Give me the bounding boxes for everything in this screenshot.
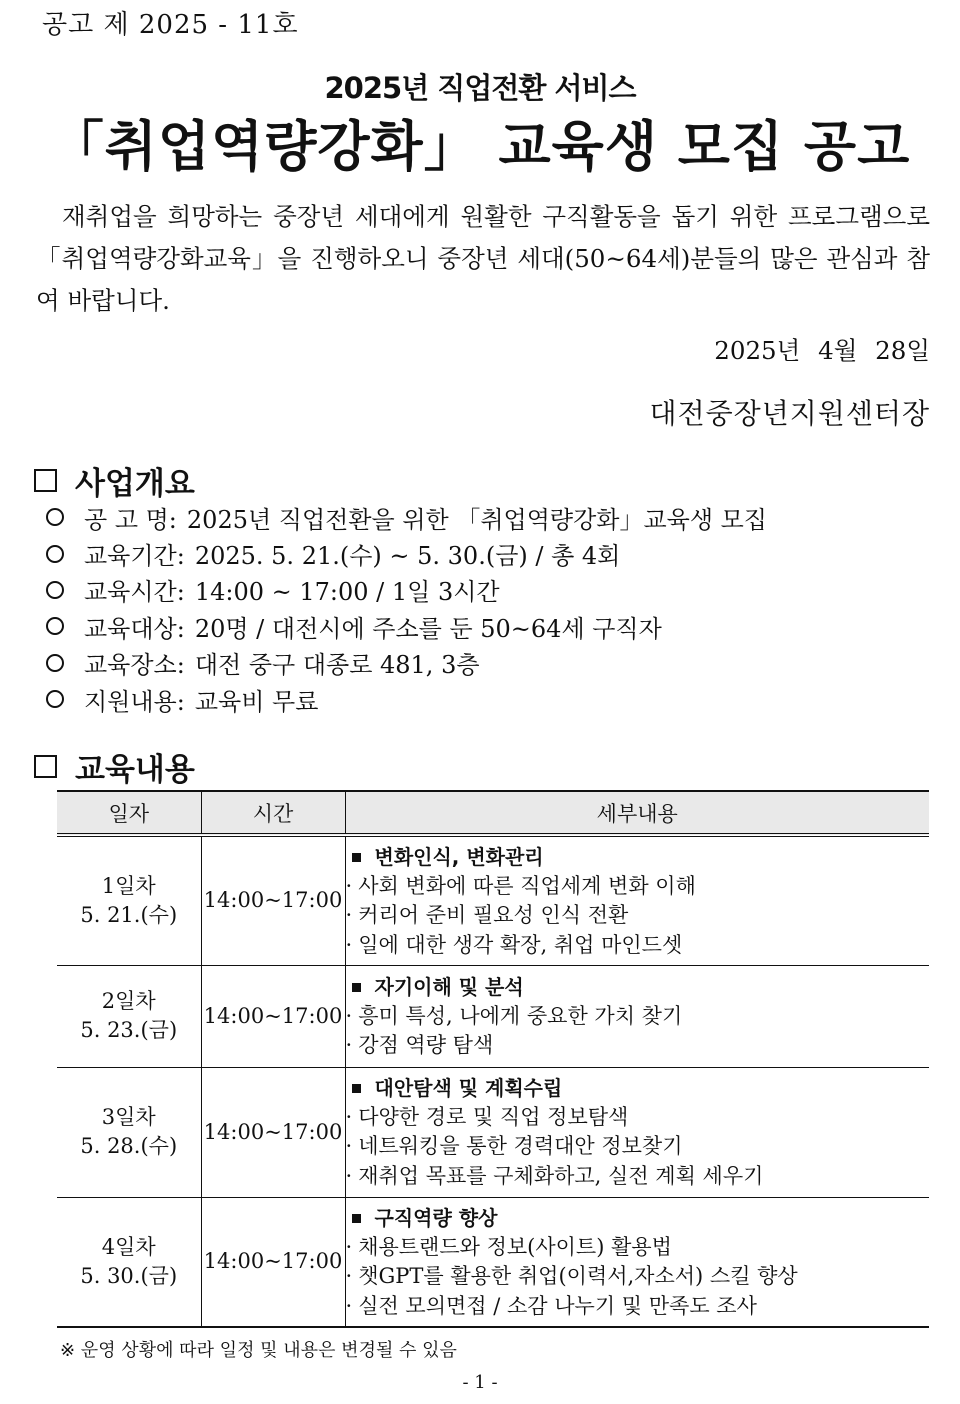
schedule-table: [57, 790, 929, 1328]
day-cell: [57, 1197, 201, 1327]
topic-label: 자기이해 및 분석: [374, 974, 524, 999]
detail-item-text: 네트워킹을 통한 경력대안 정보찾기: [358, 1134, 683, 1159]
detail-cell: [345, 965, 929, 1067]
detail-item: · 사회 변화에 따른 직업세계 변화 이해: [345, 873, 696, 898]
square-bullet-icon: [352, 1084, 361, 1093]
detail-item-text: 사회 변화에 따른 직업세계 변화 이해: [358, 873, 696, 898]
footnote: ※ 운영 상황에 따라 일정 및 내용은 변경될 수 있음: [60, 1340, 457, 1361]
overview-item: [46, 681, 767, 717]
title-subtitle: 2025년 직업전환 서비스: [324, 71, 636, 105]
curriculum-heading: [34, 744, 195, 789]
checkbox-square-icon: [34, 469, 57, 492]
detail-item-text: 흥미 특성, 나에게 중요한 가치 찾기: [358, 1003, 683, 1028]
overview-label: 교육대상:: [84, 614, 185, 643]
day-cell: [57, 965, 201, 1067]
day-label: 1일차: [101, 873, 156, 898]
detail-item: · 채용트랜드와 정보(사이트) 활용법: [345, 1234, 672, 1259]
time-cell: 14:00~17:00: [201, 965, 345, 1067]
circle-bullet-icon: [46, 654, 64, 672]
table-header-row: [57, 791, 929, 835]
time-cell: 14:00~17:00: [201, 1067, 345, 1197]
overview-value: 대전 중구 대종로 481, 3층: [194, 651, 480, 680]
topic-label: 구직역량 향상: [374, 1205, 498, 1230]
overview-list: [46, 499, 767, 717]
circle-bullet-icon: [46, 508, 64, 526]
detail-item-text: 채용트랜드와 정보(사이트) 활용법: [358, 1234, 672, 1259]
circle-bullet-icon: [46, 581, 64, 599]
detail-item-text: 챗GPT를 활용한 취업(이력서,자소서) 스킬 향상: [358, 1264, 798, 1288]
intro-paragraph: [36, 196, 930, 322]
page-number: - 1 -: [462, 1372, 498, 1393]
detail-item: · 흥미 특성, 나에게 중요한 가치 찾기: [345, 1003, 683, 1028]
day-date: 5. 23.(금): [80, 1018, 178, 1042]
overview-item: [46, 572, 767, 608]
overview-heading: [34, 458, 195, 503]
detail-item-text: 다양한 경로 및 직업 정보탐색: [358, 1104, 629, 1129]
detail-item-text: 재취업 목표를 구체화하고, 실전 계획 세우기: [358, 1163, 764, 1188]
overview-label: 공 고 명:: [84, 505, 177, 534]
notice-date: 2025년 4월 28일: [714, 336, 930, 365]
square-bullet-icon: [352, 983, 361, 992]
notice-number: 공고 제 2025 - 11호: [42, 10, 299, 40]
overview-item: [46, 499, 767, 535]
detail-cell: [345, 835, 929, 965]
detail-item: · 다양한 경로 및 직업 정보탐색: [345, 1104, 629, 1129]
table-row: [57, 965, 929, 1067]
topic-label: 변화인식, 변화관리: [374, 844, 544, 869]
topic-label: 대안탐색 및 계획수립: [374, 1075, 563, 1100]
overview-value: 14:00 ~ 17:00 / 1일 3시간: [194, 578, 500, 607]
day-cell: [57, 1067, 201, 1197]
detail-item: · 강점 역량 탐색: [345, 1033, 494, 1057]
detail-item: · 챗GPT를 활용한 취업(이력서,자소서) 스킬 향상: [345, 1264, 798, 1288]
day-date: 5. 21.(수): [80, 902, 178, 927]
day-label: 2일차: [101, 989, 156, 1013]
overview-value: 2025년 직업전환을 위한 「취업역량강화」교육생 모집: [186, 505, 767, 534]
overview-title: 사업개요: [75, 466, 195, 502]
overview-item: [46, 535, 767, 571]
day-label: 4일차: [101, 1234, 156, 1259]
overview-label: 교육기간:: [84, 542, 185, 571]
day-date: 5. 30.(금): [80, 1263, 178, 1288]
detail-item: · 일에 대한 생각 확장, 취업 마인드셋: [345, 932, 683, 957]
detail-cell: [345, 1197, 929, 1327]
detail-item: · 재취업 목표를 구체화하고, 실전 계획 세우기: [345, 1163, 764, 1188]
checkbox-square-icon: [34, 755, 57, 778]
page-title: 「취업역량강화」 교육생 모집 공고: [49, 115, 911, 178]
table-row: [57, 835, 929, 965]
table-row: [57, 1067, 929, 1197]
overview-value: 교육비 무료: [194, 687, 319, 716]
square-bullet-icon: [352, 1214, 361, 1223]
detail-item: · 네트워킹을 통한 경력대안 정보찾기: [345, 1134, 683, 1159]
overview-value: 20명 / 대전시에 주소를 둔 50~64세 구직자: [194, 614, 662, 643]
detail-item-text: 일에 대한 생각 확장, 취업 마인드셋: [358, 932, 683, 957]
topic: [346, 1073, 930, 1103]
detail-item: · 커리어 준비 필요성 인식 전환: [345, 903, 629, 927]
circle-bullet-icon: [46, 690, 64, 708]
topic: [346, 1203, 930, 1233]
detail-item-text: 강점 역량 탐색: [358, 1033, 494, 1057]
detail-item-text: 커리어 준비 필요성 인식 전환: [358, 903, 629, 927]
detail-item: · 실전 모의면접 / 소감 나누기 및 만족도 조사: [345, 1293, 757, 1318]
overview-label: 교육시간:: [84, 578, 185, 607]
overview-value: 2025. 5. 21.(수) ~ 5. 30.(금) / 총 4회: [194, 542, 621, 571]
day-label: 3일차: [101, 1105, 156, 1129]
topic: [346, 842, 930, 872]
overview-item: [46, 645, 767, 681]
detail-item-text: 실전 모의면접 / 소감 나누기 및 만족도 조사: [358, 1293, 757, 1318]
topic: [346, 972, 930, 1002]
overview-label: 지원내용:: [84, 687, 185, 716]
column-header-detail: 세부내용: [345, 791, 929, 835]
column-header-day: 일자: [57, 791, 201, 835]
circle-bullet-icon: [46, 617, 64, 635]
curriculum-title: 교육내용: [75, 752, 195, 788]
circle-bullet-icon: [46, 545, 64, 563]
square-bullet-icon: [352, 853, 361, 862]
table-row: [57, 1197, 929, 1327]
column-header-time: 시간: [201, 791, 345, 835]
time-cell: 14:00~17:00: [201, 1197, 345, 1327]
signer: 대전중장년지원센터장: [649, 397, 930, 430]
day-cell: [57, 835, 201, 965]
overview-label: 교육장소:: [84, 651, 185, 680]
day-date: 5. 28.(수): [80, 1134, 178, 1158]
time-cell: 14:00~17:00: [201, 835, 345, 965]
detail-cell: [345, 1067, 929, 1197]
intro-text: 재취업을 희망하는 중장년 세대에게 원활한 구직활동을 돕기 위한 프로그램으로 「취업역량강화교육」을 진행하오니 중장년 세대(50~64세)분들의 많은 관심과 참여 바랍니다.: [36, 202, 931, 315]
overview-item: [46, 608, 767, 644]
